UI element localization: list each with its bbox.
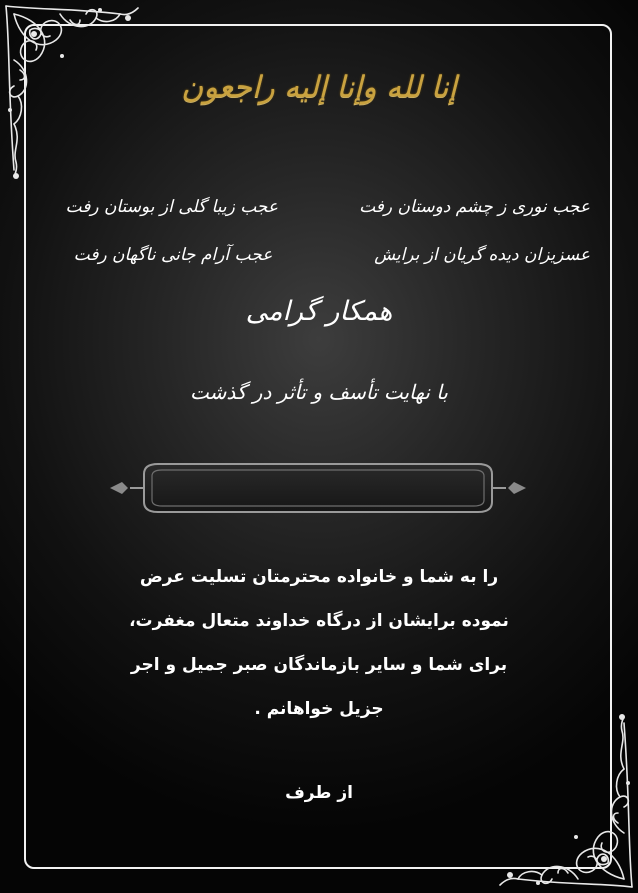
from-label: از طرف xyxy=(285,783,353,803)
poem-line: عجب زیبا گلی از بوستان رفت xyxy=(65,197,278,217)
message-line: را به شما و خانواده محترمتان تسلیت عرض xyxy=(139,567,499,587)
condolence-message xyxy=(100,555,538,731)
message-line: جزیل خواهانم . xyxy=(254,699,384,719)
poem-line: عجب نوری ز چشم دوستان رفت xyxy=(359,197,590,217)
name-plate-frame xyxy=(108,460,528,516)
message-line: نموده برایشان از درگاه خداوند متعال مغفرت، xyxy=(129,611,509,631)
poem-left-column xyxy=(65,183,278,279)
header-calligraphy: إنا لله وإنا إليه راجعون xyxy=(181,70,457,105)
poem-right-column xyxy=(359,183,590,279)
greeting-subtitle: با نهایت تأسف و تأثر در گذشت xyxy=(190,380,448,404)
poem-line: عسزیزان دیده گریان از برایش xyxy=(374,245,590,265)
poem-line: عجب آرام جانی ناگهان رفت xyxy=(73,245,273,265)
greeting-title: همکار گرامی xyxy=(245,296,393,327)
message-line: برای شما و سایر بازماندگان صبر جمیل و اجر xyxy=(130,655,508,675)
